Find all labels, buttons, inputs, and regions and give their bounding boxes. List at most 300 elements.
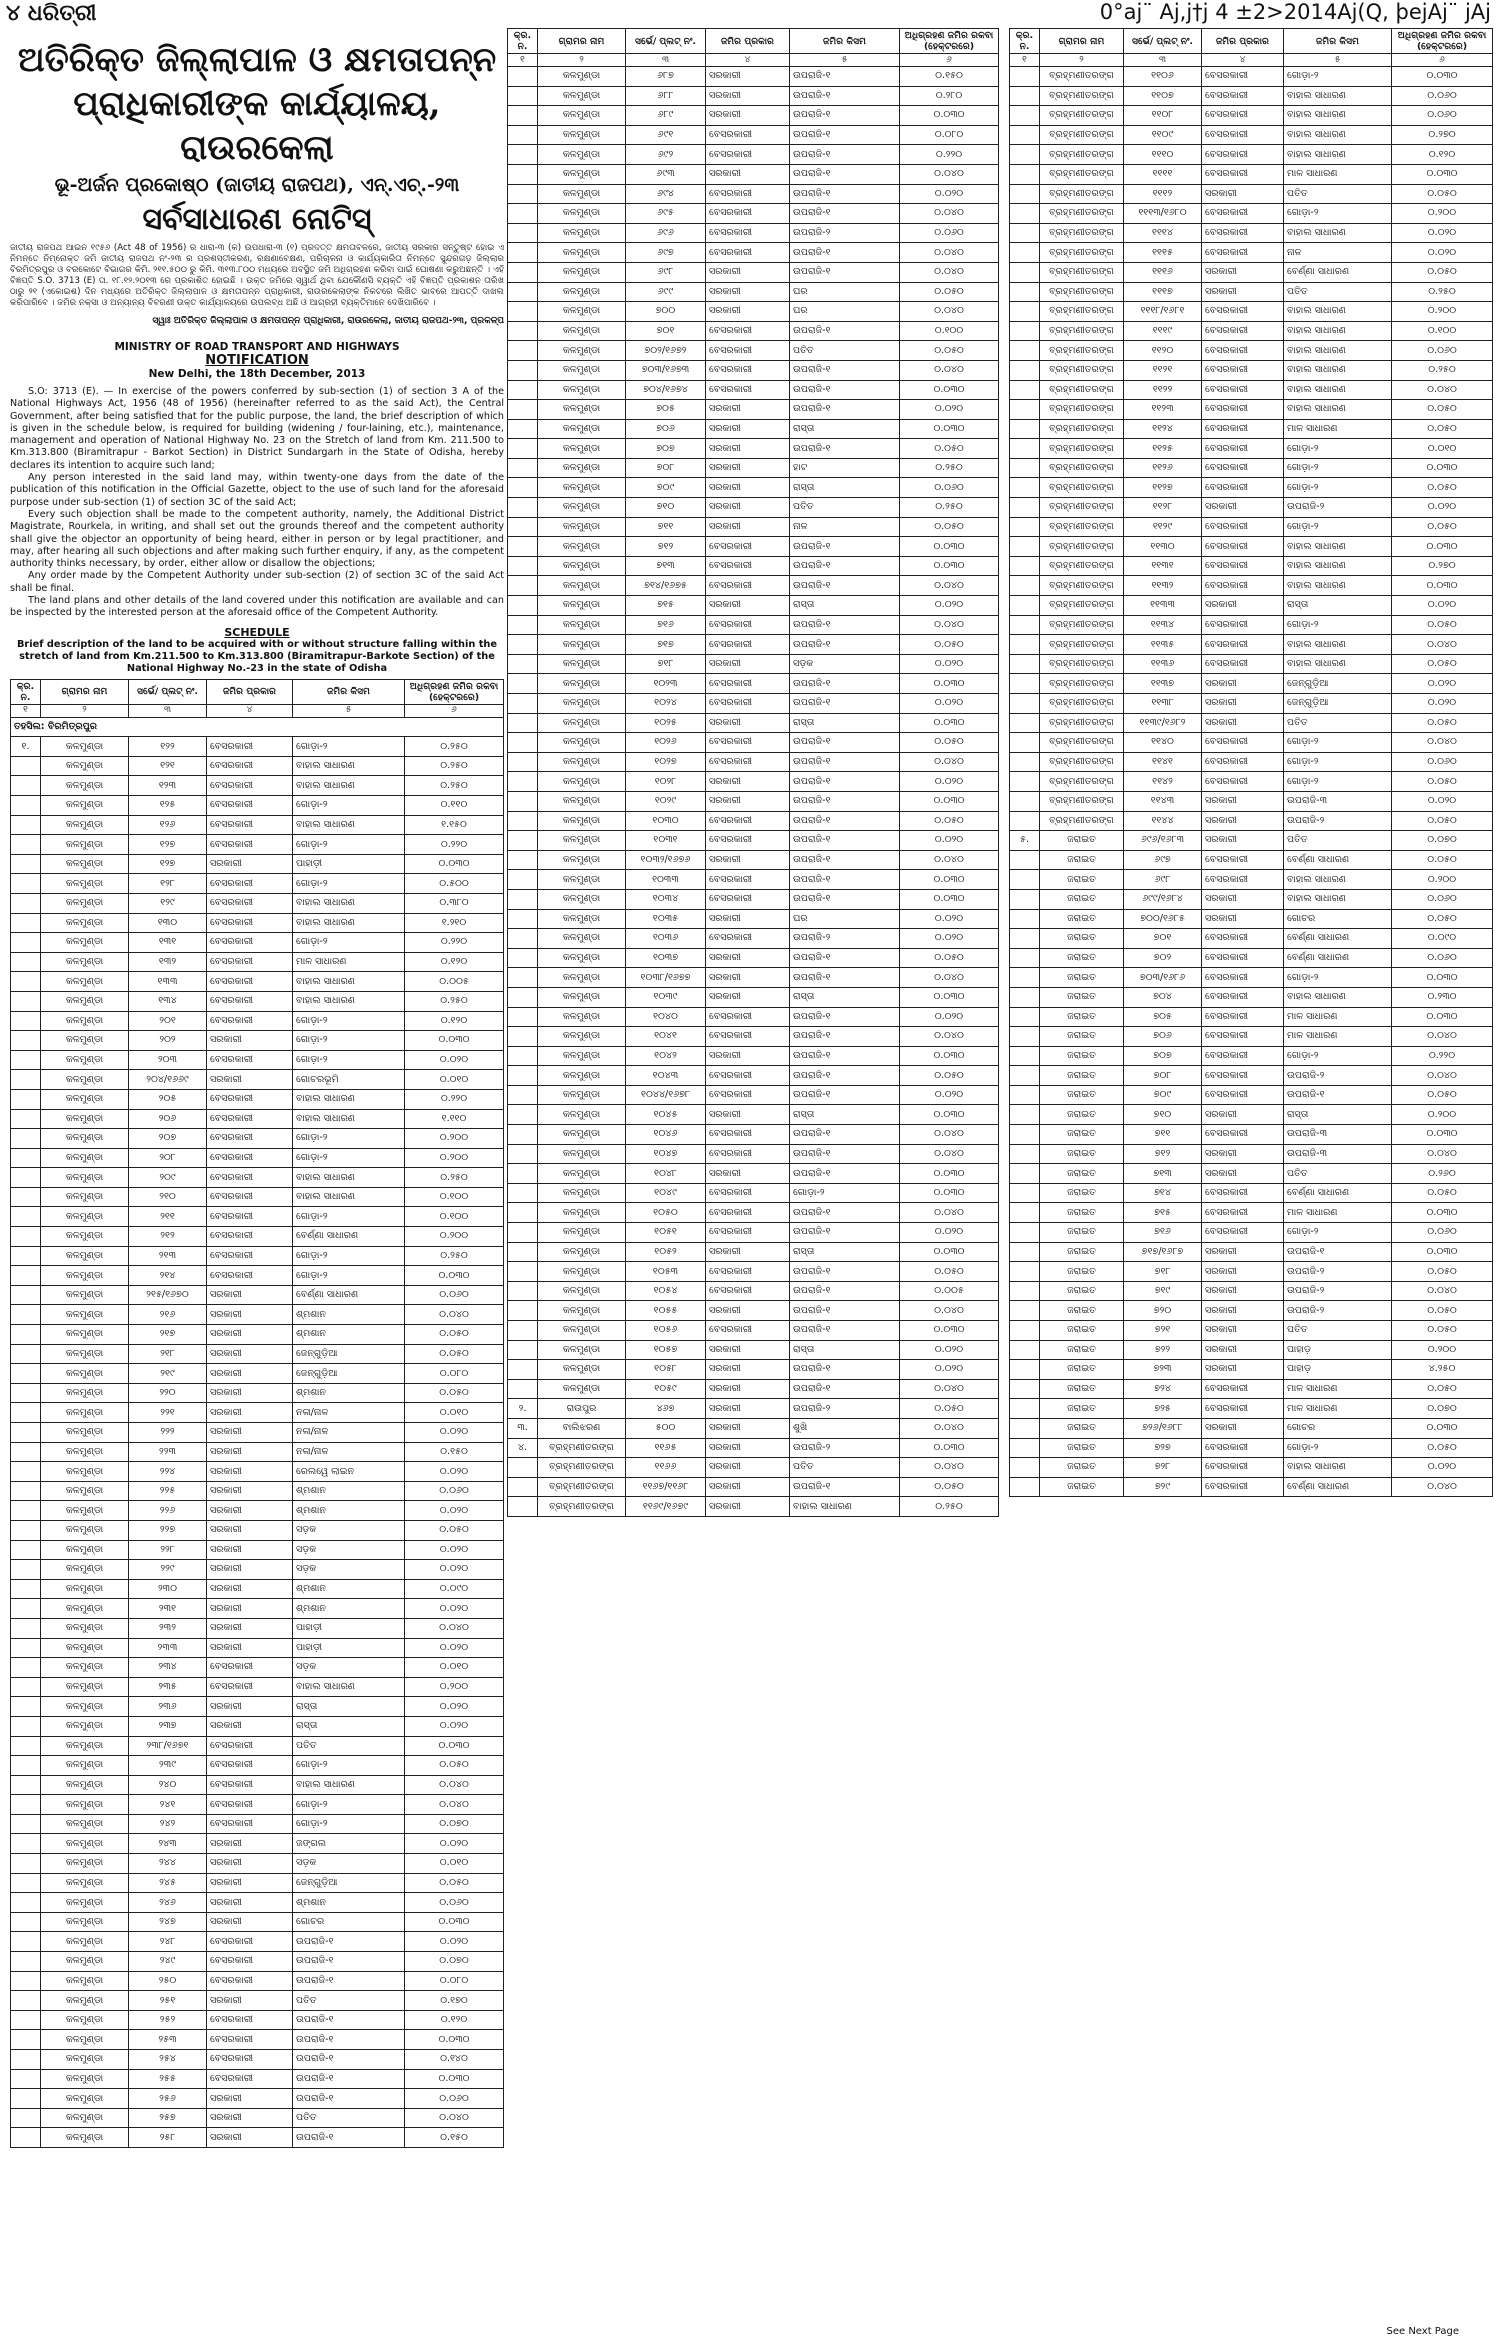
area-cell: ୦.୦୪୦ <box>900 968 999 988</box>
village-cell: ବ୍ରହ୍ମଣୀତରଙ୍ଗ <box>1040 811 1124 831</box>
land-class-cell: ସରକାରୀ <box>1202 1262 1284 1282</box>
plot-number-cell: ୭୧୪ <box>1124 1183 1202 1203</box>
table-row <box>508 145 999 165</box>
village-cell: କଳମୁଣ୍ଡା <box>538 86 626 106</box>
area-cell: ୦.୦୧୦ <box>405 1070 504 1090</box>
table-row <box>1010 850 1493 870</box>
village-cell: କଳମୁଣ୍ଡା <box>41 1716 129 1736</box>
village-cell: ବ୍ରହ୍ମଣୀତରଙ୍ଗ <box>1040 419 1124 439</box>
area-cell: ୦.୦୫୦ <box>1392 1183 1493 1203</box>
land-class-cell: ବେସରକାରୀ <box>207 776 293 796</box>
land-class-cell: ସରକାରୀ <box>1202 262 1284 282</box>
land-class-cell: ବେସରକାରୀ <box>207 1736 293 1756</box>
land-kisam-cell: ବାହାଲ ସାଧାରଣ <box>1284 86 1392 106</box>
land-kisam-cell: ବାହାଲ ସାଧାରଣ <box>293 1187 405 1207</box>
plot-number-cell: ୭୧୬ <box>1124 1223 1202 1243</box>
plot-number-cell: ୭୧୭/୧୬୮୭ <box>1124 1242 1202 1262</box>
plot-number-cell: ୧୦୨୭ <box>626 752 706 772</box>
plot-number-cell: ୭୧୧ <box>626 517 706 537</box>
land-class-cell: ବେସରକାରୀ <box>1202 556 1284 576</box>
serial-cell <box>1010 1418 1040 1438</box>
column-number-row <box>508 54 999 67</box>
serial-cell <box>11 1834 41 1854</box>
land-class-cell: ସରକାରୀ <box>207 1540 293 1560</box>
table-row <box>508 811 999 831</box>
area-cell: ୦.୦୪୦ <box>900 1125 999 1145</box>
table-row <box>1010 674 1493 694</box>
plot-number-cell: ୧୧୩୮ <box>1124 694 1202 714</box>
serial-cell <box>1010 478 1040 498</box>
table-row <box>508 948 999 968</box>
village-cell: ଜରାଇତ <box>1040 1007 1124 1027</box>
area-cell: ୦.୦୪୦ <box>900 1458 999 1478</box>
land-class-cell: ବେସରକାରୀ <box>706 1007 790 1027</box>
serial-cell <box>1010 1125 1040 1145</box>
serial-cell <box>508 635 538 655</box>
tehsil-row <box>11 717 504 737</box>
land-kisam-cell: ନଳା/ନାଳ <box>293 1403 405 1423</box>
land-kisam-cell: ଉପରାଜି-୧ <box>790 1046 900 1066</box>
serial-cell <box>508 850 538 870</box>
serial-cell <box>11 1775 41 1795</box>
land-class-cell: ସରକାରୀ <box>706 791 790 811</box>
serial-cell <box>1010 1399 1040 1419</box>
village-cell: ବ୍ରହ୍ମଣୀତରଙ୍ଗ <box>1040 67 1124 87</box>
village-cell: କଳମୁଣ୍ଡା <box>41 1227 129 1247</box>
table-row <box>1010 1321 1493 1341</box>
land-kisam-cell: ଉପରାଜି-୧ <box>790 870 900 890</box>
plot-number-cell: ୨୨୭ <box>129 1520 207 1540</box>
table-row <box>508 850 999 870</box>
land-class-cell: ସରକାରୀ <box>1202 1144 1284 1164</box>
village-cell: କଳମୁଣ୍ଡା <box>41 1795 129 1815</box>
schedule-table-right-body <box>1010 67 1493 1497</box>
land-kisam-cell: ବାହାଲ ସାଧାରଣ <box>1284 223 1392 243</box>
serial-cell <box>1010 282 1040 302</box>
plot-number-cell: ୬୮୭ <box>626 67 706 87</box>
plot-number-cell: ୧୦୫୪ <box>626 1281 706 1301</box>
land-class-cell: ବେସରକାରୀ <box>706 1223 790 1243</box>
table-row <box>11 1423 504 1443</box>
area-cell: ୪.୨୫୦ <box>1392 1360 1493 1380</box>
column-header: ଗ୍ରାମର ନାମ <box>1040 29 1124 54</box>
serial-cell <box>1010 556 1040 576</box>
village-cell: କଳମୁଣ୍ଡା <box>41 1873 129 1893</box>
village-cell: କଳମୁଣ୍ଡା <box>41 913 129 933</box>
plot-number-cell: ୭୧୬ <box>626 615 706 635</box>
village-cell: କଳମୁଣ୍ଡା <box>41 776 129 796</box>
land-class-cell: ବେସରକାରୀ <box>706 889 790 909</box>
plot-number-cell: ୧୦୩୯ <box>626 987 706 1007</box>
area-cell: ୦.୦୮୦ <box>405 1364 504 1384</box>
village-cell: କଳମୁଣ୍ଡା <box>538 811 626 831</box>
village-cell: ବ୍ରହ୍ମଣୀତରଙ୍ଗ <box>1040 615 1124 635</box>
serial-cell <box>508 615 538 635</box>
serial-cell <box>11 1540 41 1560</box>
village-cell: କଳମୁଣ୍ଡା <box>538 400 626 420</box>
serial-cell <box>508 243 538 263</box>
serial-cell <box>508 870 538 890</box>
land-class-cell: ସରକାରୀ <box>706 1497 790 1517</box>
plot-number-cell: ୧୦୩୮/୧୬୭୭ <box>626 968 706 988</box>
table-row <box>1010 204 1493 224</box>
area-cell: ୦.୦୨୦ <box>1392 674 1493 694</box>
plot-number-cell: ୧୩୪ <box>129 991 207 1011</box>
area-cell: ୦.୦୨୦ <box>900 400 999 420</box>
serial-cell <box>508 1027 538 1047</box>
plot-number-cell: ୧୦୨୮ <box>626 772 706 792</box>
serial-cell <box>11 2089 41 2109</box>
land-class-cell: ବେସରକାରୀ <box>1202 458 1284 478</box>
land-class-cell: ସରକାରୀ <box>1202 713 1284 733</box>
area-cell: ୦.୨୭୦ <box>1392 125 1493 145</box>
land-kisam-cell: ଉପରାଜି-୧ <box>790 556 900 576</box>
land-kisam-cell: ବାହାଲ ସାଧାରଣ <box>293 1168 405 1188</box>
village-cell: କଳମୁଣ୍ଡା <box>538 478 626 498</box>
land-class-cell: ବେସରକାରୀ <box>207 2050 293 2070</box>
village-cell: ବ୍ରହ୍ମଣୀତରଙ୍ଗ <box>1040 458 1124 478</box>
land-class-cell: ବେସରକାରୀ <box>207 1089 293 1109</box>
land-kisam-cell: ଗୋଡ଼ା-୨ <box>1284 615 1392 635</box>
village-cell: ବ୍ରହ୍ମଣୀତରଙ୍ଗ <box>1040 498 1124 518</box>
area-cell: ୦.୦୫୦ <box>405 1520 504 1540</box>
land-class-cell: ବେସରକାରୀ <box>207 952 293 972</box>
land-class-cell: ବେସରକାରୀ <box>207 1109 293 1129</box>
table-row <box>1010 145 1493 165</box>
schedule-table-left-body <box>11 717 504 2147</box>
village-cell: କଳମୁଣ୍ଡା <box>41 2030 129 2050</box>
plot-number-cell: ୨୩୬ <box>129 1697 207 1717</box>
table-row <box>1010 223 1493 243</box>
table-row <box>1010 831 1493 851</box>
table-row <box>11 1266 504 1286</box>
table-row <box>508 1046 999 1066</box>
land-kisam-cell: ଉପରାଜି-୧ <box>790 1262 900 1282</box>
village-cell: କଳମୁଣ୍ଡା <box>41 1658 129 1678</box>
land-kisam-cell: ଉପରାଜି-୧ <box>790 850 900 870</box>
village-cell: ବ୍ରହ୍ମଣୀତରଙ୍ଗ <box>1040 204 1124 224</box>
land-kisam-cell: ଗୋଡ଼ା-୨ <box>1284 204 1392 224</box>
table-row <box>1010 537 1493 557</box>
plot-number-cell: ୨୪୩ <box>129 1834 207 1854</box>
plot-number-cell: ୧୦୩୦ <box>626 811 706 831</box>
serial-cell <box>11 1423 41 1443</box>
plot-number-cell: ୧୧୨୭ <box>1124 478 1202 498</box>
area-cell: ୦.୦୪୦ <box>900 243 999 263</box>
table-row <box>508 968 999 988</box>
table-row <box>1010 478 1493 498</box>
ministry-name: MINISTRY OF ROAD TRANSPORT AND HIGHWAYS <box>114 341 400 353</box>
area-cell: ୦.୦୫୦ <box>900 341 999 361</box>
land-kisam-cell: ଉପରାଜି-୧ <box>293 1952 405 1972</box>
area-cell: ୦.୧୦୦ <box>1392 321 1493 341</box>
plot-number-cell: ୨୪୬ <box>129 1893 207 1913</box>
table-row <box>508 125 999 145</box>
notice-title: ସର୍ବସାଧାରଣ ନୋଟିସ୍ <box>142 202 372 237</box>
land-class-cell: ବେସରକାରୀ <box>1202 1183 1284 1203</box>
area-cell: ୦.୦୪୦ <box>405 2108 504 2128</box>
land-kisam-cell: ଉପରାଜି-୧ <box>293 2030 405 2050</box>
serial-cell <box>508 1085 538 1105</box>
area-cell: ୦.୦୪୦ <box>405 1775 504 1795</box>
plot-number-cell: ୨୪୫ <box>129 1873 207 1893</box>
land-class-cell: ସରକାରୀ <box>1202 1281 1284 1301</box>
village-cell: ବ୍ରହ୍ମଣୀତରଙ୍ଗ <box>1040 380 1124 400</box>
area-cell: ୦.୦୬୦ <box>1392 752 1493 772</box>
area-cell: ୦.୨୩୦ <box>1392 987 1493 1007</box>
serial-cell <box>11 1129 41 1149</box>
table-row <box>11 1148 504 1168</box>
land-kisam-cell: ରାସ୍ତା <box>790 1105 900 1125</box>
serial-cell <box>1010 1223 1040 1243</box>
village-cell: ଜରାଇତ <box>1040 1046 1124 1066</box>
serial-cell <box>1010 400 1040 420</box>
land-kisam-cell: ଉପରାଜି-୧ <box>790 1125 900 1145</box>
area-cell: ୦.୦୩୦ <box>405 1912 504 1932</box>
land-kisam-cell: ଉପରାଜି-୧ <box>790 615 900 635</box>
plot-number-cell: ୧୧୨୩ <box>1124 400 1202 420</box>
serial-cell <box>1010 164 1040 184</box>
land-class-cell: ସରକାରୀ <box>207 1893 293 1913</box>
area-cell: ୦.୦୨୦ <box>900 1007 999 1027</box>
village-cell: କଳମୁଣ୍ଡା <box>41 1442 129 1462</box>
serial-cell <box>11 1462 41 1482</box>
plot-number-cell: ୨୧୮ <box>129 1344 207 1364</box>
column-header: ଜମିର ପ୍ରକାର <box>1202 29 1284 54</box>
area-cell: ୦.୦୩୦ <box>1392 164 1493 184</box>
village-cell: ଜରାଇତ <box>1040 1360 1124 1380</box>
land-kisam-cell: ଉପରାଜି-୨ <box>1284 1262 1392 1282</box>
village-cell: କଳମୁଣ୍ଡା <box>41 1481 129 1501</box>
plot-number-cell: ୧୧୧୬ <box>1124 262 1202 282</box>
table-row <box>11 1560 504 1580</box>
plot-number-cell: ୬୯୮ <box>1124 870 1202 890</box>
land-class-cell: ବେସରକାରୀ <box>706 1125 790 1145</box>
serial-cell <box>1010 850 1040 870</box>
land-class-cell: ବେସରକାରୀ <box>1202 1125 1284 1145</box>
plot-number-cell: ୬୯୭ <box>1124 850 1202 870</box>
serial-cell <box>1010 419 1040 439</box>
plot-number-cell: ୨୦୬ <box>129 1109 207 1129</box>
area-cell: ୦.୨୫୦ <box>405 1168 504 1188</box>
table-row <box>1010 1281 1493 1301</box>
area-cell: ୦.୦୫୦ <box>900 1066 999 1086</box>
land-kisam-cell: ଉପରାଜି-୧ <box>790 635 900 655</box>
plot-number-cell: ୧୦୩୨/୧୬୭୬ <box>626 850 706 870</box>
area-cell: ୦.୦୬୦ <box>1392 86 1493 106</box>
land-kisam-cell: ବାହାଲ ସାଧାରଣ <box>1284 654 1392 674</box>
village-cell: ଜରାଇତ <box>1040 929 1124 949</box>
plot-number-cell: ୭୧୫ <box>626 596 706 616</box>
land-kisam-cell: ମାଳ ସାଧାରଣ <box>1284 1007 1392 1027</box>
land-kisam-cell: ବାହାଲ ସାଧାରଣ <box>1284 106 1392 126</box>
land-kisam-cell: ଗୋଡ଼ା-୨ <box>1284 517 1392 537</box>
land-kisam-cell: ଉପରାଜି-୧ <box>790 694 900 714</box>
plot-number-cell: ୨୦୫ <box>129 1089 207 1109</box>
table-row <box>1010 615 1493 635</box>
serial-cell <box>508 596 538 616</box>
area-cell: ୦.୦୪୦ <box>900 850 999 870</box>
land-kisam-cell: ହାଟ <box>790 458 900 478</box>
land-kisam-cell: ଉପରାଜି-୧ <box>790 439 900 459</box>
table-row <box>11 815 504 835</box>
village-cell: କଳମୁଣ୍ଡା <box>41 1854 129 1874</box>
area-cell: ୦.୦୦୫ <box>900 1281 999 1301</box>
table-row <box>1010 1027 1493 1047</box>
land-class-cell: ବେସରକାରୀ <box>706 752 790 772</box>
area-cell: ୦.୨୫୦ <box>405 1246 504 1266</box>
land-kisam-cell: ଜଙ୍ଗଲ <box>293 1834 405 1854</box>
land-class-cell: ସରକାରୀ <box>706 1458 790 1478</box>
area-cell: ୦.୦୨୦ <box>405 1716 504 1736</box>
table-row <box>11 893 504 913</box>
village-cell: କଳମୁଣ୍ଡା <box>41 737 129 757</box>
land-class-cell: ସରକାରୀ <box>706 1046 790 1066</box>
land-kisam-cell: ଉପରାଜି-୧ <box>293 2089 405 2109</box>
land-kisam-cell: ଶ୍ମଶାନ <box>293 1893 405 1913</box>
land-kisam-cell: ରାସ୍ତା <box>790 1340 900 1360</box>
plot-number-cell: ୧୦୪୩ <box>626 1066 706 1086</box>
land-class-cell: ସରକାରୀ <box>706 850 790 870</box>
area-cell: ୦.୨୫୦ <box>1392 282 1493 302</box>
land-class-cell: ସରକାରୀ <box>207 1383 293 1403</box>
land-class-cell: ବେସରକାରୀ <box>706 635 790 655</box>
table-row <box>1010 1301 1493 1321</box>
serial-cell <box>1010 125 1040 145</box>
table-row <box>1010 889 1493 909</box>
land-class-cell: ବେସରକାରୀ <box>207 1677 293 1697</box>
village-cell: ବାଲିଝରଣ <box>538 1418 626 1438</box>
area-cell: ୦.୦୩୦ <box>405 1266 504 1286</box>
serial-cell <box>11 1697 41 1717</box>
area-cell: ୦.୦୨୦ <box>900 654 999 674</box>
land-kisam-cell: ଗୋଡ଼ା-୨ <box>293 933 405 953</box>
area-cell: ୦.୦୭୦ <box>1392 1399 1493 1419</box>
land-kisam-cell: ଉପରାଜି-୧ <box>790 772 900 792</box>
village-cell: କଳମୁଣ୍ଡା <box>41 1031 129 1051</box>
serial-cell <box>1010 243 1040 263</box>
land-class-cell: ବେସରକାରୀ <box>1202 243 1284 263</box>
table-row <box>1010 321 1493 341</box>
table-row <box>11 1168 504 1188</box>
land-class-cell: ବେସରକାରୀ <box>1202 400 1284 420</box>
serial-cell <box>11 1207 41 1227</box>
land-kisam-cell: ନାଳ <box>790 517 900 537</box>
area-cell: ୦.୧୪୦ <box>405 2050 504 2070</box>
land-class-cell: ବେସରକାରୀ <box>207 1227 293 1247</box>
table-row <box>1010 694 1493 714</box>
plot-number-cell: ୧୧୩୭ <box>1124 674 1202 694</box>
land-class-cell: ସରକାରୀ <box>706 948 790 968</box>
land-kisam-cell: ବାହାଲ ସାଧାରଣ <box>293 991 405 1011</box>
village-cell: କଳମୁଣ୍ଡା <box>538 1262 626 1282</box>
village-cell: ବ୍ରହ୍ମଣୀତରଙ୍ଗ <box>1040 791 1124 811</box>
serial-cell <box>11 1716 41 1736</box>
serial-cell <box>508 498 538 518</box>
table-row <box>508 1399 999 1419</box>
land-kisam-cell: ପତିତ <box>790 1458 900 1478</box>
land-kisam-cell: ପତିତ <box>1284 713 1392 733</box>
land-kisam-cell: ଉପରାଜି-୧ <box>790 1027 900 1047</box>
land-class-cell: ବେସରକାରୀ <box>207 756 293 776</box>
land-class-cell: ବେସରକାରୀ <box>207 2069 293 2089</box>
notification-para-5: The land plans and other details of the land covered under this notification are available and can be inspected by the interested person at the aforesaid office of the Competent Authority. <box>10 595 504 619</box>
serial-cell <box>1010 321 1040 341</box>
land-kisam-cell: ଗୋଡ଼ା-୨ <box>293 1011 405 1031</box>
plot-number-cell: ୧୧୦୬ <box>1124 67 1202 87</box>
area-cell: ୦.୨୨୦ <box>405 1089 504 1109</box>
table-row <box>508 302 999 322</box>
serial-cell <box>1010 889 1040 909</box>
table-row <box>1010 1223 1493 1243</box>
area-cell: ୦.୦୪୦ <box>900 1379 999 1399</box>
plot-number-cell: ୧୧୨୫ <box>1124 439 1202 459</box>
land-kisam-cell: ଉପରାଜି-୨ <box>1284 498 1392 518</box>
table-row <box>1010 1340 1493 1360</box>
land-kisam-cell: ପତିତ <box>790 498 900 518</box>
village-cell: ବ୍ରହ୍ମଣୀତରଙ୍ଗ <box>1040 596 1124 616</box>
serial-cell <box>1010 1085 1040 1105</box>
plot-number-cell: ୨୧୪ <box>129 1266 207 1286</box>
village-cell: ବ୍ରହ୍ମଣୀତରଙ୍ଗ <box>1040 341 1124 361</box>
land-class-cell: ବେସରକାରୀ <box>1202 125 1284 145</box>
village-cell: କଳମୁଣ୍ଡା <box>41 1070 129 1090</box>
serial-cell <box>1010 184 1040 204</box>
serial-cell <box>508 1144 538 1164</box>
serial-cell <box>1010 1477 1040 1497</box>
column-number-row <box>11 704 504 717</box>
plot-number-cell: ୧୨୭ <box>129 854 207 874</box>
serial-cell <box>508 517 538 537</box>
area-cell: ୦.୦୪୦ <box>405 1795 504 1815</box>
serial-cell <box>508 1046 538 1066</box>
land-class-cell: ବେସରକାରୀ <box>207 913 293 933</box>
area-cell: ୦.୦୭୦ <box>405 1952 504 1972</box>
area-cell: ୦.୦୫୦ <box>1392 850 1493 870</box>
column-header: କ୍ର. ନ. <box>11 679 41 704</box>
serial-cell <box>1010 596 1040 616</box>
table-row <box>11 1285 504 1305</box>
table-row <box>1010 1360 1493 1380</box>
area-cell: ୦.୨୦୦ <box>1392 204 1493 224</box>
area-cell: ୦.୦୫୦ <box>405 1325 504 1345</box>
table-row <box>508 1085 999 1105</box>
village-cell: ଜରାଇତ <box>1040 1477 1124 1497</box>
plot-number-cell: ୬୯୩ <box>626 164 706 184</box>
village-cell: କଳମୁଣ୍ଡା <box>538 576 626 596</box>
village-cell: କଳମୁଣ୍ଡା <box>538 596 626 616</box>
table-row <box>508 870 999 890</box>
land-class-cell: ବେସରକାରୀ <box>207 737 293 757</box>
land-class-cell: ବେସରକାରୀ <box>1202 576 1284 596</box>
plot-number-cell: ୧୧୨୯ <box>1124 517 1202 537</box>
plot-number-cell: ୧୨୨ <box>129 737 207 757</box>
land-kisam-cell: ଗୋଡ଼ା-୨ <box>1284 1438 1392 1458</box>
notification-para-1: S.O: 3713 (E). — In exercise of the powers conferred by sub-section (1) of section 3 A of the National Highways Act, 1956 (48 of 1956) (hereinafter referred to as the said Act), the Central Government, after being satisfied that for the public purpose, the land, the brief description of which is given in the schedule below, is required for building (widening / four-laining, etc.), maintenance, management and operation of National Highway No. 23 on the Stretch of land from Km. 211.500 to Km.313.800 (Biramitrapur - Barkot Section) in District Sundargarh in the State of Odisha, hereby declares its intention to acquire such land; <box>10 386 504 471</box>
village-cell: ବ୍ରହ୍ମଣୀତରଙ୍ଗ <box>1040 694 1124 714</box>
village-cell: କଳମୁଣ୍ଡା <box>538 1242 626 1262</box>
village-cell: କଳମୁଣ୍ଡା <box>538 517 626 537</box>
land-class-cell: ସରକାରୀ <box>706 262 790 282</box>
area-cell: ୦.୦୪୦ <box>1392 1477 1493 1497</box>
village-cell: ବ୍ରହ୍ମଣୀତରଙ୍ଗ <box>1040 517 1124 537</box>
area-cell: ୦.୦୬୦ <box>1392 948 1493 968</box>
land-kisam-cell: ଉପରାଜି-୧ <box>790 1203 900 1223</box>
plot-number-cell: ୨୪୨ <box>129 1814 207 1834</box>
table-row <box>1010 1125 1493 1145</box>
land-kisam-cell: ପତିତ <box>1284 282 1392 302</box>
notification-para-4: Any order made by the Competent Authority under sub-section (2) of section 3C of the said Act shall be final. <box>10 570 504 594</box>
